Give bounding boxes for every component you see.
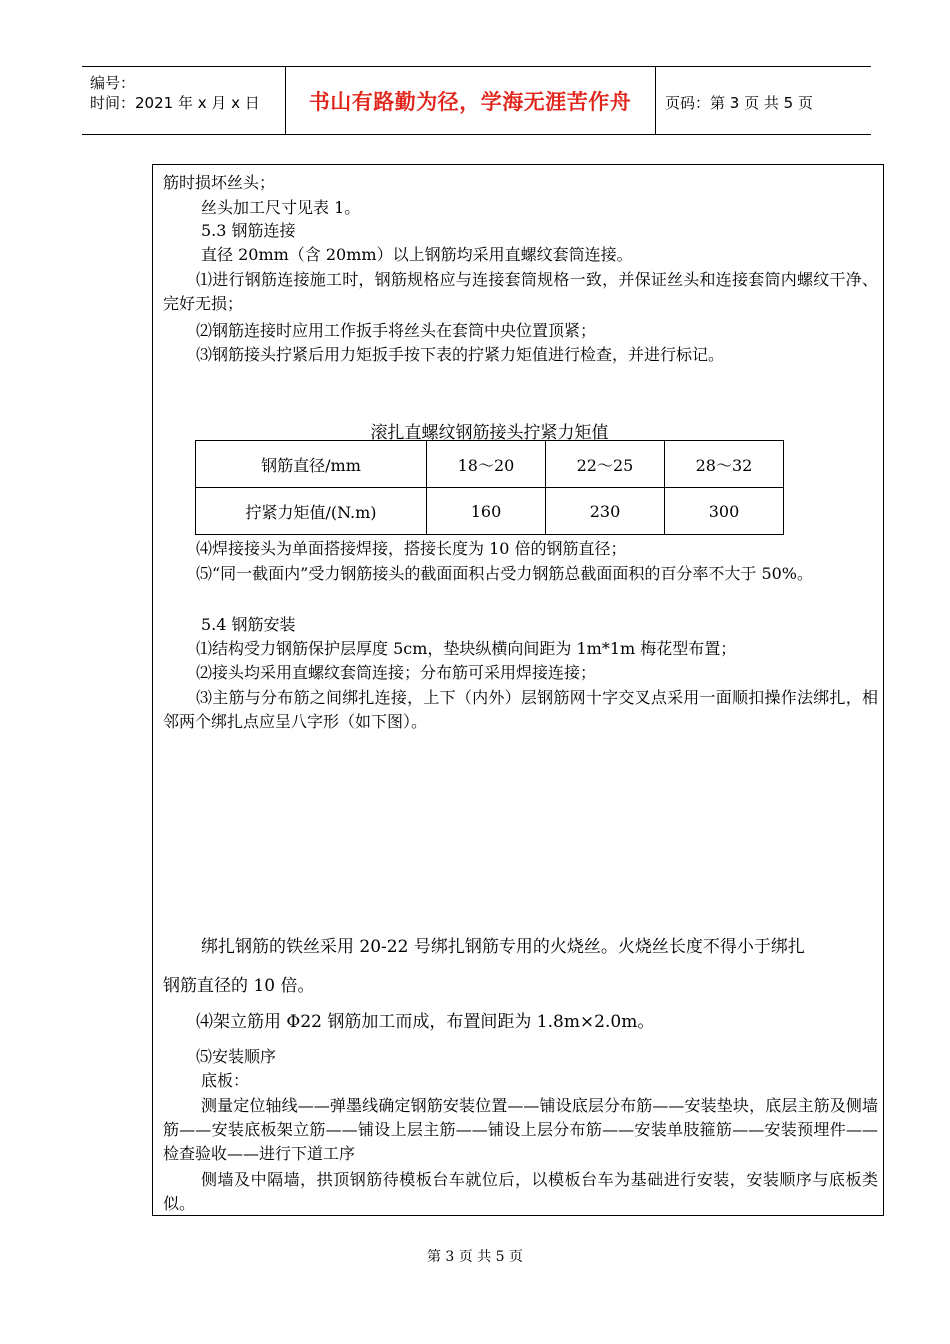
- paragraph: 绑扎钢筋的铁丝采用 20-22 号绑扎钢筋专用的火烧丝。火烧丝长度不得小于绑扎: [201, 937, 805, 957]
- header-meta: [90, 73, 260, 113]
- section-heading: 5.4 钢筋安装: [201, 615, 296, 634]
- header-top-rule: [82, 66, 871, 67]
- paragraph: ⑷架立筋用 Φ22 钢筋加工而成，布置间距为 1.8m×2.0m。: [196, 1012, 655, 1032]
- table-title: 滚扎直螺纹钢筋接头拧紧力矩值: [370, 423, 609, 443]
- paragraph: ⑸安装顺序: [196, 1047, 277, 1066]
- page-footer: 第 3 页 共 5 页: [426, 1249, 524, 1265]
- page-header: [82, 66, 871, 136]
- paragraph: 丝头加工尺寸见表 1。: [201, 198, 361, 217]
- paragraph: 筋时损坏丝头；: [163, 173, 276, 192]
- paragraph: ⑶主筋与分布筋之间绑扎连接，上下（内外）层钢筋网十字交叉点采用一面顺扣操作法绑扎，相邻两个绑扎点应呈八字形（如下图）。: [163, 688, 878, 731]
- table-cell: 230: [546, 488, 665, 535]
- section-heading: 5.3 钢筋连接: [201, 221, 296, 240]
- paragraph: ⑷焊接接头为单面搭接焊接，搭接长度为 10 倍的钢筋直径；: [196, 539, 627, 558]
- header-divider: [655, 66, 656, 135]
- table-cell: 拧紧力矩值/(N.m): [196, 488, 427, 535]
- table-row: [196, 488, 784, 535]
- paragraph: ⑴进行钢筋连接施工时，钢筋规格应与连接套筒规格一致，并保证丝头和连接套筒内螺纹干净、完好无损；: [163, 270, 878, 313]
- table-cell: 300: [665, 488, 784, 535]
- torque-table: [195, 440, 784, 535]
- paragraph: 侧墙及中隔墙，拱顶钢筋待模板台车就位后，以模板台车为基础进行安装，安装顺序与底板类似。: [163, 1170, 878, 1213]
- paragraph: 钢筋直径的 10 倍。: [163, 976, 315, 996]
- table-cell: 22～25: [546, 441, 665, 488]
- table-cell: 28～32: [665, 441, 784, 488]
- paragraph: 底板：: [201, 1071, 250, 1090]
- time-label: 时间：2021 年 x 月 x 日: [90, 94, 260, 112]
- header-motto: 书山有路勤为径，学海无涯苦作舟: [308, 90, 632, 114]
- number-label: 编号：: [90, 74, 136, 92]
- table-row: [196, 441, 784, 488]
- paragraph: ⑵钢筋连接时应用工作扳手将丝头在套筒中央位置顶紧；: [196, 321, 597, 340]
- paragraph: ⑶钢筋接头拧紧后用力矩扳手按下表的拧紧力矩值进行检查，并进行标记。: [196, 345, 725, 364]
- table-cell: 160: [427, 488, 546, 535]
- paragraph: 直径 20mm（含 20mm）以上钢筋均采用直螺纹套筒连接。: [201, 245, 633, 264]
- header-page-info: 页码：第 3 页 共 5 页: [665, 94, 813, 112]
- header-bottom-rule: [82, 134, 871, 135]
- paragraph: ⑴结构受力钢筋保护层厚度 5cm，垫块纵横向间距为 1m*1m 梅花型布置；: [196, 639, 737, 658]
- paragraph: 测量定位轴线——弹墨线确定钢筋安装位置——铺设底层分布筋——安装垫块，底层主筋及侧墙筋——安装底板架立筋——铺设上层主筋——铺设上层分布筋——安装单肢箍筋——安装预埋件——检查验收——进行下道工序: [163, 1096, 878, 1163]
- table-cell: 钢筋直径/mm: [196, 441, 427, 488]
- table-cell: 18～20: [427, 441, 546, 488]
- paragraph: ⑸“同一截面内”受力钢筋接头的截面面积占受力钢筋总截面面积的百分率不大于 50%。: [196, 564, 814, 583]
- paragraph: ⑵接头均采用直螺纹套筒连接；分布筋可采用焊接连接；: [196, 663, 597, 682]
